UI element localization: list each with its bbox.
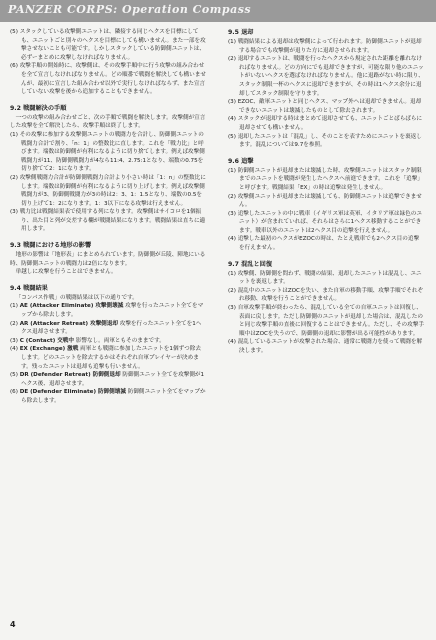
list-item: (3) 追撃したユニットの中に戦車（イギリス軍は英軍、イタリア軍は緑色のユニット）が含まれていれば、それらはさらに1ヘクス移動することができます。戦車以外のユニットは2ヘクス目の追撃を行えません。 <box>228 210 422 234</box>
list-item: (2) 退却するユニットは、戦闘を行ったヘクスから規定された距離を離れなければなりません。どの方向にでも退却できますが、可能な限り他のユニットがいないヘクスを選ばなければなりません。他に退路がない時に限り、スタック制限一杯のヘクスに退却できますが、その時は1ヘクス余分に退却してスタック制限を守ります。 <box>228 56 424 97</box>
section-heading-9-4: 9.4 戦闘結果 <box>10 284 48 292</box>
section-heading-9-5: 9.5 退却 <box>228 29 254 36</box>
list-item: (3) 自軍攻撃手順が終わったら、混乱している全ての自軍ユニットは回復し、表面に戻します。ただし防御側のユニットが退却した場合は、混乱したのと同じ攻撃手順の直後に回復することはできません。ただし、その攻撃手順中はZOCを失うので、防御側の退却に影響が出る可能性があります。 <box>228 305 424 337</box>
result-description: 攻撃を行ったユニット全てをマップから除去します。 <box>21 303 204 319</box>
list-item: (1) その攻撃に参加する攻撃側ユニットの戦闘力を合計し、防御側ユニットの戦闘力合計で割り、「n：1」の整数比に直します。これを「戦力比」と呼びます。端数は防御側が有利になるように切り捨てします。例えば攻撃側戦闘力が11、防御側戦闘力が4なら11:4、2.75:1となり、端数の0.75を切り捨てて2：1になります。 <box>10 131 205 173</box>
result-term: AR (Attacker Retreat) 攻撃側退却 <box>19 320 118 327</box>
combat-result-item <box>10 388 206 405</box>
section-paragraph: 地形の影響は「地形表」にまとめられています。防御側が丘陵、陣地にいる時、防御側ユニットの戦闘力は2倍になります。 <box>10 252 206 267</box>
result-description: 防御側ユニット全てを攻撃側が1ヘクス後、退却させます。 <box>21 372 205 387</box>
combat-result-item <box>10 371 206 388</box>
section-paragraph: 一つの攻撃の組み合わせごと、次の手順で戦闘を解決します。攻撃側が宣言した攻撃を全て解決したら、攻撃手順は終了します。 <box>10 114 206 130</box>
item-number: (4) <box>10 346 18 353</box>
result-description: 影響なし。両軍ともそのままです。 <box>75 337 165 344</box>
list-item: (3) 戦力比は戦闘結果表で使用する列になります。攻撃側はサイコロを1個振り、出た目と列が交差する欄が戦闘結果になります。戦闘結果は直ちに適用します。 <box>10 209 206 233</box>
section-heading-9-7: 9.7 混乱と回復 <box>228 260 273 268</box>
result-term: EX (Exchange) 激戦 <box>19 346 79 353</box>
right-column <box>228 28 424 356</box>
list-item: (4) スタックが退却する時はまとめて退却させても、ユニットごとばらばらに退却させても構いません。 <box>228 116 423 131</box>
list-item: (2) 攻撃側ユニットが退却または壊滅しても、防御側ユニットは追撃できません。 <box>228 193 422 209</box>
result-term: AE (Attacker Eliminate) 攻撃側壊滅 <box>19 303 124 310</box>
list-item: (1) 防御側ユニットが退却または壊滅した時、攻撃側ユニットはスタック制限までのユニットを戦闘が発生したヘクスへ前進できます。これを「追撃」と呼びます。戦闘結果「EX」の時は追撃は発生しません。 <box>228 167 423 191</box>
list-item: (1) 攻撃側、防御側を問わず、戦闘の結果、退却したユニットは混乱し、ユニットを裏返します。 <box>228 270 422 286</box>
combat-result-item <box>10 337 206 346</box>
section-paragraph: 単越しに攻撃を行うことはできません。 <box>15 269 117 276</box>
list-item: (1) 戦闘結果による退却は攻撃側によって行われます。防御側ユニットが退却する場合でも攻撃側が退りた方に退却させられます。 <box>228 39 422 54</box>
item-number: (1) <box>10 303 18 310</box>
combat-result-item <box>10 345 206 371</box>
page-number: 4 <box>10 620 16 629</box>
result-description: 防御側ユニット全てをマップから除去します。 <box>21 389 206 404</box>
item-number: (2) <box>10 320 18 327</box>
list-item: (3) EZOC、敵軍ユニットと同じヘクス、マップ外へは退却できません。退却できないユニットは壊滅したものとして除去されます。 <box>228 99 422 114</box>
section-heading-9-6: 9.6 追撃 <box>228 157 254 165</box>
result-term: C (Contact) 交戦中 <box>19 337 74 344</box>
item-number: (3) <box>10 337 18 344</box>
result-description: 攻撃を行ったユニット全てを1ヘクス退却させます。 <box>21 320 202 336</box>
list-item: (5) 退却したユニットは「混乱」し、そのことを表すためにユニットを裏返します。混乱については9.7を参照。 <box>228 133 422 149</box>
combat-result-item <box>10 320 206 337</box>
item-number: (6) <box>10 389 18 396</box>
list-item: (6) 攻撃手順の開始時に、攻撃側は、その攻撃手順中に行う攻撃の組み合わせを全て宣言しなければなりません。どの順番で戦闘を解決しても構いませんが、最初に宣言した組み合わせ以外で実行しなければならず、また宣言していない攻撃を後から追加することもできません。 <box>10 63 206 96</box>
list-item: (2) 攻撃側戦闘力合計が防御側戦闘力合計より小さい時は「1：n」の整数比にします。端数は防御側が有利になるように切り上げします。例えば攻撃側戦闘力が3、防御側戦闘力が3の時は2：3、1：1.5となり、端数の0.5を切り上げて1：2になります。1：3以下になる攻撃は行えません。 <box>10 174 206 207</box>
list-item: (2) 混乱中のユニットはZOCを失い、また自軍の移動手順、攻撃手順でそれぞれ移動、攻撃を行うことができません。 <box>228 287 424 303</box>
item-number: (5) <box>10 372 18 379</box>
list-item: (4) 混乱しているユニットが攻撃された場合、通常に戦闘力を使って戦闘を解決します。 <box>228 339 423 354</box>
result-term: DR (Defender Retreat) 防御側退却 <box>19 372 121 379</box>
section-heading-9-2: 9.2 戦闘解決の手順 <box>10 104 67 112</box>
combat-result-item <box>10 302 206 319</box>
result-term: DE (Defender Eliminate) 防御側壊滅 <box>19 389 126 396</box>
page-header <box>0 0 436 22</box>
left-column <box>10 28 206 406</box>
list-item: (5) スタックしている攻撃側ユニットは、隣接する同じヘクスを目標にしても、ユニットごと別々のヘクスを目標にしても構いません。また一部を攻撃させないことも可能です。しかしスタックしている防御側ユニットは、必ずーまとめに攻撃しなければなりません。 <box>10 29 206 61</box>
section-paragraph: 「コンパス作戦」の戦闘結果は以下の通りです。 <box>15 294 138 301</box>
section-heading-9-3: 9.3 戦闘における地形の影響 <box>10 242 92 250</box>
header-title: PANZER CORPS: Operation Compass <box>8 3 252 16</box>
result-description: 両軍とも戦闘に参加したユニットを1個ずつ除去します。どのユニットを除去するかはそれぞれ自軍プレイヤーが決めます。残ったユニットは退却も追撃も行いません。 <box>21 346 201 370</box>
list-item: (4) 追撃した最初のヘクスがEZOCの時は、たとえ戦車でも2ヘクス目の追撃を行えません。 <box>228 236 420 252</box>
